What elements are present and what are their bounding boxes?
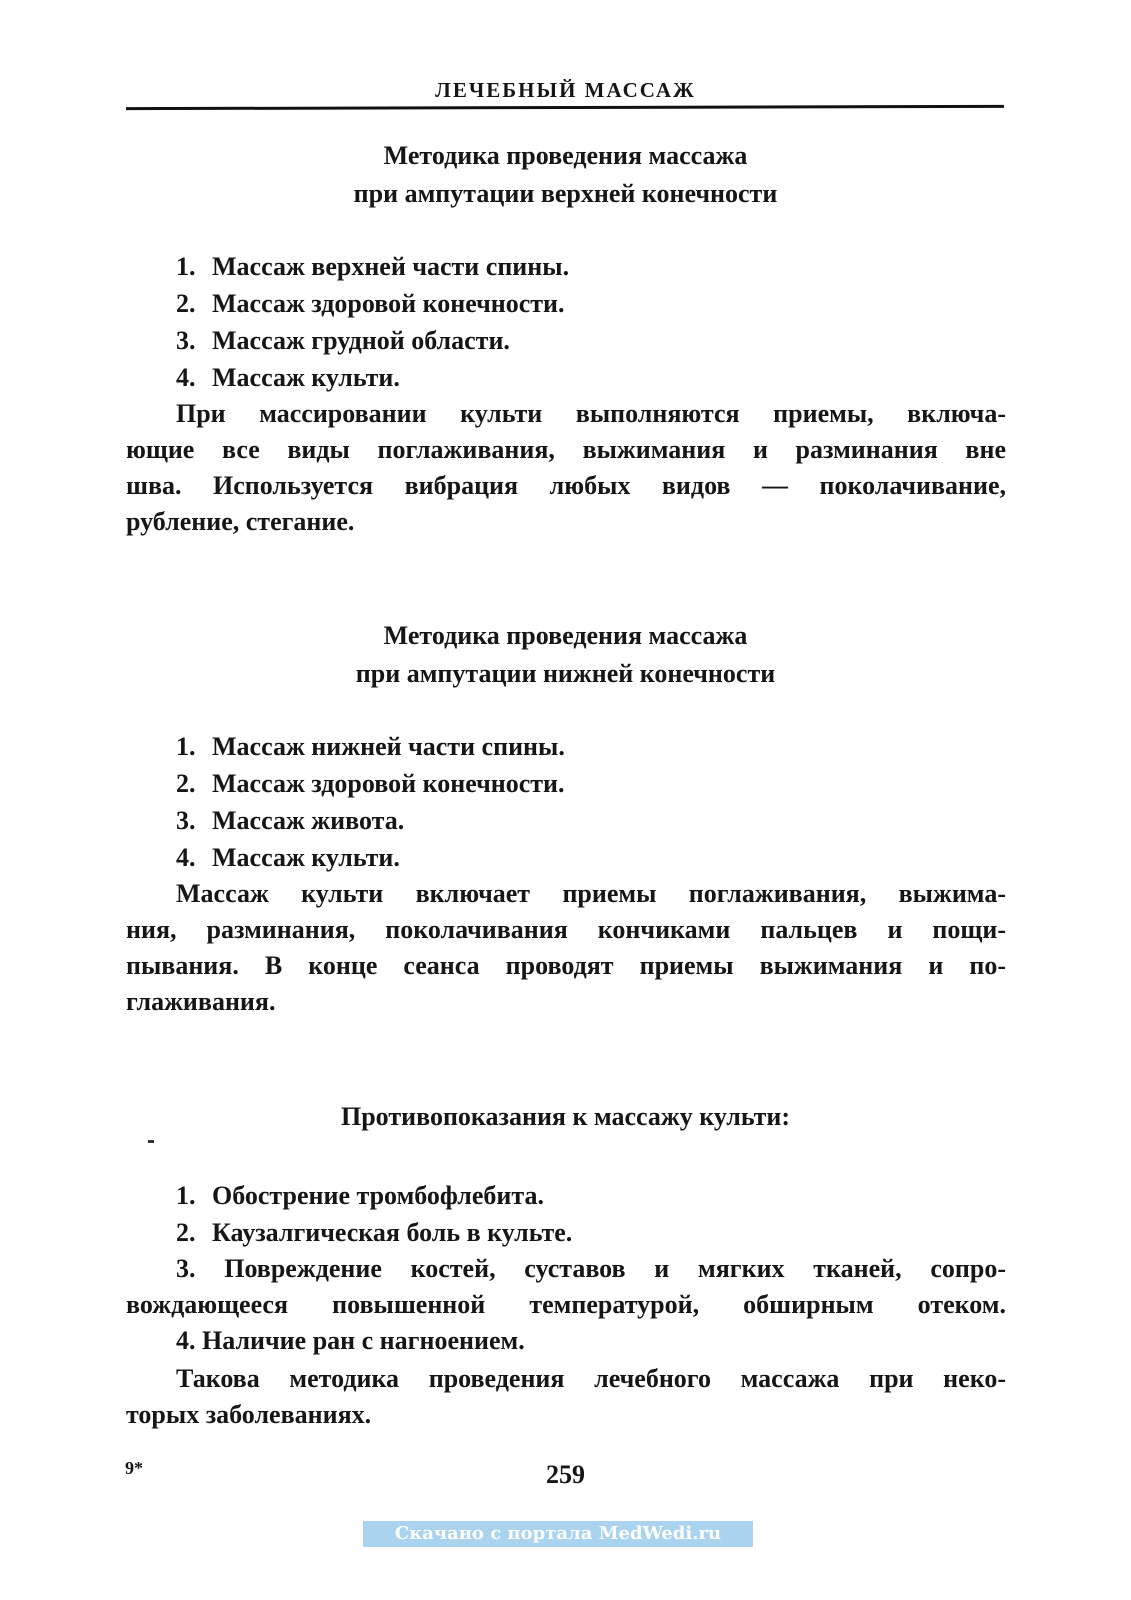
- section-heading-upper-limb: [0, 137, 1131, 213]
- paragraph-line: 3. Повреждение костей, суставов и мягких тканей, сопро-: [176, 1254, 1006, 1283]
- closing-paragraph: [126, 1361, 1006, 1433]
- heading-line: Методика проведения массажа: [383, 141, 748, 170]
- running-head: ЛЕЧЕБНЫЙ МАССАЖ: [435, 78, 696, 102]
- section-heading-contraindications: Противопоказания к массажу культи:: [341, 1102, 790, 1131]
- paragraph-line: Такова методика проведения лечебного массажа при неко-: [176, 1364, 1006, 1393]
- list-item: 1. Обострение тромбофлебита.: [176, 1181, 544, 1210]
- scan-speck: [148, 1140, 154, 1143]
- heading-line: Методика проведения массажа: [383, 621, 748, 650]
- list-item: 1. Массаж верхней части спины.: [176, 252, 570, 281]
- signature-mark: 9*: [125, 1458, 143, 1478]
- list-item: 1. Массаж нижней части спины.: [176, 732, 565, 761]
- heading-line: при ампутации верхней конечности: [353, 179, 778, 208]
- header-rule: [126, 105, 1004, 110]
- contraindication-item-3: [126, 1251, 1006, 1323]
- paragraph-line: пывания. В конце сеанса проводят приемы выжимания и по-: [126, 951, 1006, 980]
- paragraph-upper: [126, 396, 1006, 540]
- paragraph-line: ющие все виды поглаживания, выжимания и разминания вне: [126, 435, 1006, 464]
- page-number: 259: [546, 1460, 585, 1489]
- procedure-list-lower: [176, 728, 1006, 876]
- list-item: 2. Массаж здоровой конечности.: [176, 769, 565, 798]
- paragraph-line: глаживания.: [126, 987, 276, 1016]
- paragraph-line: шва. Используется вибрация любых видов — поколачивание,: [126, 471, 1006, 500]
- list-item: 4. Массаж культи.: [176, 363, 400, 392]
- contraindications-list: [176, 1177, 1006, 1251]
- list-item: 3. Массаж грудной области.: [176, 326, 510, 355]
- list-item: 4. Массаж культи.: [176, 843, 400, 872]
- paragraph-line: При массировании культи выполняются приемы, включа-: [176, 399, 1006, 428]
- paragraph-line: 4. Наличие ран с нагноением.: [176, 1326, 525, 1355]
- contraindication-item-4: [126, 1323, 1006, 1359]
- procedure-list-upper: [176, 248, 1006, 396]
- list-item: 2. Массаж здоровой конечности.: [176, 289, 565, 318]
- list-item: 2. Каузалгическая боль в культе.: [176, 1218, 573, 1247]
- paragraph-line: рубление, стегание.: [126, 507, 355, 536]
- paragraph-line: ния, разминания, поколачивания кончиками пальцев и пощи-: [126, 915, 1006, 944]
- paragraph-line: торых заболеваниях.: [126, 1400, 372, 1429]
- watermark-banner: Скачано с портала MedWedi.ru: [363, 1521, 753, 1547]
- paragraph-line: Массаж культи включает приемы поглаживания, выжима-: [176, 879, 1006, 908]
- section-heading-lower-limb: [0, 617, 1131, 693]
- list-item: 3. Массаж живота.: [176, 806, 405, 835]
- paragraph-line: вождающееся повышенной температурой, обширным отеком.: [126, 1290, 1006, 1319]
- heading-line: при ампутации нижней конечности: [355, 659, 776, 688]
- paragraph-lower: [126, 876, 1006, 1020]
